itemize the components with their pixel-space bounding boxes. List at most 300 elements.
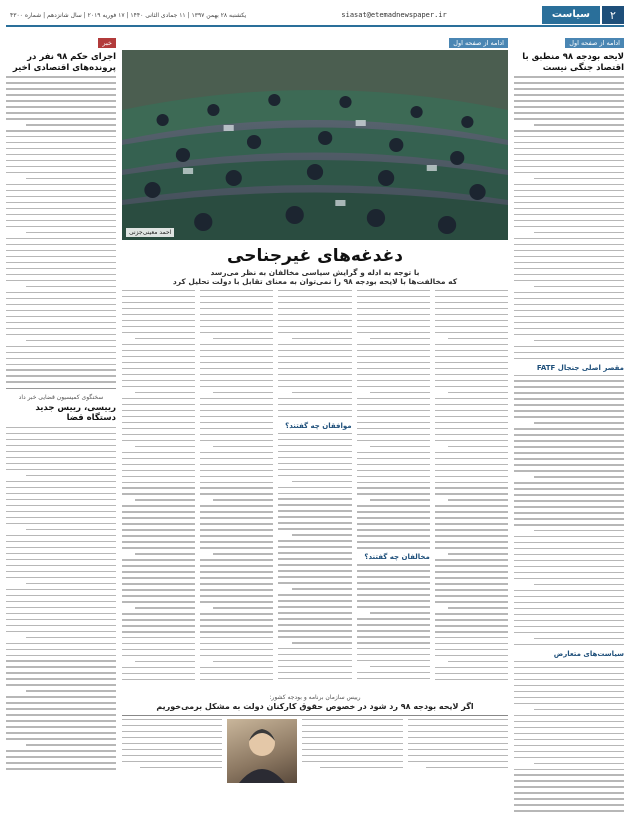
text-line <box>435 356 508 357</box>
text-line <box>6 696 116 697</box>
text-line <box>213 553 273 554</box>
text-line <box>6 208 116 209</box>
text-line <box>200 547 273 548</box>
text-line <box>514 506 624 507</box>
text-line <box>435 643 508 644</box>
text-line <box>302 761 402 762</box>
text-line <box>278 410 351 411</box>
text-line <box>514 440 624 441</box>
text-line <box>302 743 402 744</box>
text-line <box>534 124 624 125</box>
text-line <box>6 214 116 215</box>
bottom-text-c <box>122 719 222 783</box>
text-line <box>6 577 116 578</box>
text-line <box>6 535 116 536</box>
text-line <box>6 298 116 299</box>
text-line <box>357 458 430 459</box>
text-line <box>278 516 351 517</box>
text-line <box>435 332 508 333</box>
text-line <box>357 624 430 625</box>
text-line <box>122 673 195 674</box>
text-line <box>514 82 624 83</box>
text-line <box>435 416 508 417</box>
section-label: سیاست <box>542 6 600 24</box>
text-line <box>534 530 624 531</box>
text-line <box>122 643 195 644</box>
text-line <box>302 719 402 720</box>
text-line <box>448 392 508 393</box>
text-line <box>357 648 430 649</box>
text-line <box>6 571 116 572</box>
text-line <box>122 368 195 369</box>
text-line <box>122 332 195 333</box>
text-line <box>6 607 116 608</box>
text-line <box>26 340 116 341</box>
text-line <box>292 588 352 589</box>
text-line <box>435 362 508 363</box>
text-line <box>514 130 624 131</box>
text-line <box>122 577 195 578</box>
text-line <box>200 404 273 405</box>
text-line <box>122 589 195 590</box>
text-line <box>357 356 430 357</box>
text-line <box>514 106 624 107</box>
left-column <box>6 30 116 814</box>
text-line <box>514 88 624 89</box>
left-article-text <box>6 76 116 383</box>
text-line <box>514 560 624 561</box>
text-line <box>357 594 430 595</box>
text-line <box>514 703 624 704</box>
text-line <box>200 344 273 345</box>
text-line <box>514 721 624 722</box>
text-line <box>357 588 430 589</box>
text-line <box>278 498 351 499</box>
text-line <box>514 452 624 453</box>
text-line <box>408 737 508 738</box>
text-line <box>435 511 508 512</box>
text-line <box>514 590 624 591</box>
date-line: یکشنبه ۲۸ بهمن ۱۳۹۷ | ۱۱ جمادی الثانی ۱۴۴۰ | ۱۷ فوریه ۲۰۱۹ | سال شانزدهم | شماره ۴۳۰۰ <box>10 11 247 19</box>
text-line <box>514 644 624 645</box>
text-line <box>6 274 116 275</box>
text-line <box>6 154 116 155</box>
text-line <box>135 446 195 447</box>
text-line <box>6 684 116 685</box>
text-line <box>435 422 508 423</box>
text-line <box>435 386 508 387</box>
text-line <box>6 523 116 524</box>
left-headline-2[interactable]: رییسی، رییس جدید دستگاه قضا <box>35 402 116 424</box>
text-line <box>6 565 116 566</box>
main-headline[interactable]: دغدغه‌های غیرجناحی <box>227 246 403 266</box>
text-line <box>514 184 624 185</box>
text-line <box>357 529 430 530</box>
text-line <box>435 679 508 680</box>
text-line <box>278 463 351 464</box>
text-line <box>6 762 116 763</box>
text-line <box>435 523 508 524</box>
text-line <box>357 314 430 315</box>
text-line <box>6 643 116 644</box>
text-line <box>6 184 116 185</box>
text-line <box>6 625 116 626</box>
text-line <box>435 601 508 602</box>
text-line <box>514 518 624 519</box>
text-line <box>278 666 351 667</box>
text-line <box>514 118 624 119</box>
text-line <box>6 310 116 311</box>
text-line <box>357 618 430 619</box>
text-line <box>514 673 624 674</box>
text-line <box>200 505 273 506</box>
text-line <box>448 338 508 339</box>
text-line <box>6 702 116 703</box>
text-line <box>200 487 273 488</box>
right-article-text <box>514 76 624 359</box>
text-line <box>514 727 624 728</box>
text-line <box>122 731 222 732</box>
text-line <box>278 552 351 553</box>
text-line <box>200 583 273 584</box>
left-kicker-2: سخنگوی کمیسیون قضایی خبر داد <box>18 393 104 401</box>
text-line <box>278 522 351 523</box>
text-line <box>514 310 624 311</box>
text-line <box>200 422 273 423</box>
text-line <box>122 314 195 315</box>
right-headline[interactable]: لایحه بودجه ۹۸ منطبق با اقتصاد جنگی نیست <box>522 52 624 73</box>
text-line <box>292 481 352 482</box>
text-line <box>122 505 195 506</box>
text-line <box>122 470 195 471</box>
text-line <box>26 178 116 179</box>
text-line <box>357 464 430 465</box>
text-line <box>278 654 351 655</box>
text-line <box>534 286 624 287</box>
text-line <box>292 534 352 535</box>
text-line <box>122 326 195 327</box>
text-line <box>357 332 430 333</box>
text-line <box>6 595 116 596</box>
text-line <box>200 535 273 536</box>
text-line <box>370 446 430 447</box>
text-line <box>514 602 624 603</box>
text-line <box>514 328 624 329</box>
text-line <box>435 625 508 626</box>
text-line <box>278 314 351 315</box>
text-line <box>6 541 116 542</box>
text-line <box>435 410 508 411</box>
text-line <box>514 398 624 399</box>
text-line <box>435 440 508 441</box>
text-line <box>514 614 624 615</box>
text-line <box>278 362 351 363</box>
article-col-2 <box>357 290 430 694</box>
text-line <box>514 292 624 293</box>
text-line <box>514 774 624 775</box>
text-line <box>122 755 222 756</box>
text-line <box>6 220 116 221</box>
text-line <box>6 292 116 293</box>
text-line <box>122 529 195 530</box>
text-line <box>514 238 624 239</box>
article-col-5 <box>122 290 195 694</box>
text-line <box>213 499 273 500</box>
text-line <box>278 368 351 369</box>
text-line <box>278 636 351 637</box>
text-line <box>278 630 351 631</box>
text-line <box>435 374 508 375</box>
text-line <box>6 250 116 251</box>
text-line <box>6 666 116 667</box>
text-line <box>435 505 508 506</box>
text-line <box>6 726 116 727</box>
text-line <box>514 464 624 465</box>
text-line <box>6 451 116 452</box>
text-line <box>122 619 195 620</box>
text-line <box>122 637 195 638</box>
text-line <box>200 595 273 596</box>
text-line <box>200 529 273 530</box>
text-line <box>514 536 624 537</box>
text-line <box>514 512 624 513</box>
text-line <box>514 548 624 549</box>
text-line <box>6 202 116 203</box>
text-line <box>6 262 116 263</box>
text-line <box>514 679 624 680</box>
text-line <box>6 678 116 679</box>
text-line <box>6 756 116 757</box>
text-line <box>200 643 273 644</box>
text-line <box>6 619 116 620</box>
text-line <box>6 427 116 428</box>
text-line <box>514 136 624 137</box>
text-line <box>122 434 195 435</box>
text-line <box>6 505 116 506</box>
text-line <box>200 482 273 483</box>
website-link[interactable]: siasat@etemadnewspaper.ir <box>341 11 447 19</box>
text-line <box>514 154 624 155</box>
text-line <box>6 463 116 464</box>
text-line <box>278 457 351 458</box>
text-line <box>408 743 508 744</box>
text-line <box>302 737 402 738</box>
text-line <box>122 595 195 596</box>
text-line <box>435 476 508 477</box>
text-line <box>514 792 624 793</box>
text-line <box>435 619 508 620</box>
article-col-1 <box>435 290 508 694</box>
text-line <box>122 290 195 291</box>
text-line <box>6 130 116 131</box>
text-line <box>6 732 116 733</box>
text-line <box>278 290 351 291</box>
text-line <box>200 619 273 620</box>
text-line <box>357 535 430 536</box>
text-line <box>292 642 352 643</box>
main-article-columns <box>122 290 508 694</box>
text-line <box>514 166 624 167</box>
text-line <box>278 416 351 417</box>
text-line <box>357 290 430 291</box>
text-line <box>6 226 116 227</box>
text-line <box>278 576 351 577</box>
text-line <box>6 316 116 317</box>
text-line <box>278 510 351 511</box>
text-line <box>435 482 508 483</box>
text-line <box>534 584 624 585</box>
article-col-4 <box>200 290 273 694</box>
text-line <box>278 398 351 399</box>
bottom-text-a <box>408 719 508 783</box>
text-line <box>6 469 116 470</box>
text-line <box>435 470 508 471</box>
text-line <box>514 554 624 555</box>
text-line <box>122 416 195 417</box>
text-line <box>514 190 624 191</box>
text-line <box>200 601 273 602</box>
text-line <box>370 338 430 339</box>
text-line <box>26 529 116 530</box>
text-line <box>514 280 624 281</box>
text-line <box>122 344 195 345</box>
text-line <box>278 374 351 375</box>
text-line <box>6 517 116 518</box>
text-line <box>435 314 508 315</box>
text-line <box>514 667 624 668</box>
text-line <box>514 196 624 197</box>
text-line <box>514 733 624 734</box>
text-line <box>278 660 351 661</box>
text-line <box>122 547 195 548</box>
text-line <box>514 304 624 305</box>
text-line <box>6 381 116 382</box>
text-line <box>6 655 116 656</box>
text-line <box>514 375 624 376</box>
bottom-kicker: رییس سازمان برنامه و بودجه کشور: <box>269 694 361 701</box>
text-line <box>122 517 195 518</box>
text-line <box>357 422 430 423</box>
text-line <box>435 667 508 668</box>
photo-credit: احمد معینی‌جزنی <box>126 228 174 237</box>
text-line <box>357 517 430 518</box>
text-line <box>435 547 508 548</box>
text-line <box>292 392 352 393</box>
text-line <box>534 763 624 764</box>
text-line <box>357 642 430 643</box>
text-line <box>514 428 624 429</box>
text-line <box>448 553 508 554</box>
text-line <box>357 368 430 369</box>
left-headline[interactable]: اجرای حکم ۹۸ نفر در پرونده‌های اقتصادی اخیر <box>12 52 116 73</box>
text-line <box>122 476 195 477</box>
text-line <box>200 296 273 297</box>
text-line <box>122 523 195 524</box>
right-column <box>514 30 624 814</box>
text-line <box>408 725 508 726</box>
text-line <box>6 88 116 89</box>
text-line <box>122 452 195 453</box>
text-line <box>514 524 624 525</box>
text-line <box>514 500 624 501</box>
text-line <box>6 487 116 488</box>
continuation-tag: ادامه از صفحه اول <box>565 38 624 48</box>
text-line <box>357 308 430 309</box>
text-line <box>514 334 624 335</box>
text-line <box>6 439 116 440</box>
bottom-headline[interactable]: اگر لایحه بودجه ۹۸ رد شود در خصوص حقوق کارکنان دولت به مشکل برمی‌خوریم <box>156 702 474 711</box>
text-line <box>278 439 351 440</box>
text-line <box>357 482 430 483</box>
text-line <box>514 404 624 405</box>
text-line <box>435 637 508 638</box>
text-line <box>357 678 430 679</box>
text-line <box>122 761 222 762</box>
text-line <box>200 320 273 321</box>
text-line <box>357 296 430 297</box>
text-line <box>435 428 508 429</box>
text-line <box>200 655 273 656</box>
text-line <box>357 374 430 375</box>
text-line <box>426 767 508 768</box>
text-line <box>200 380 273 381</box>
text-line <box>6 304 116 305</box>
text-line <box>6 601 116 602</box>
text-line <box>6 613 116 614</box>
text-line <box>514 769 624 770</box>
text-line <box>200 673 273 674</box>
text-line <box>514 416 624 417</box>
text-line <box>302 749 402 750</box>
text-line <box>135 553 195 554</box>
right-subhead-2: سیاست‌های متعارض <box>553 649 624 658</box>
text-line <box>534 709 624 710</box>
text-line <box>200 511 273 512</box>
text-line <box>200 571 273 572</box>
text-line <box>514 757 624 758</box>
text-line <box>6 142 116 143</box>
text-line <box>6 714 116 715</box>
text-line <box>514 798 624 799</box>
text-line <box>26 232 116 233</box>
text-line <box>514 358 624 359</box>
text-line <box>278 320 351 321</box>
text-line <box>435 458 508 459</box>
text-line <box>278 380 351 381</box>
text-line <box>200 362 273 363</box>
text-line <box>122 749 222 750</box>
text-line <box>514 739 624 740</box>
divider <box>6 388 116 389</box>
text-line <box>6 559 116 560</box>
text-line <box>514 566 624 567</box>
text-line <box>514 804 624 805</box>
text-line <box>200 458 273 459</box>
text-line <box>278 386 351 387</box>
text-line <box>122 356 195 357</box>
text-line <box>122 679 195 680</box>
text-line <box>200 314 273 315</box>
text-line <box>278 445 351 446</box>
main-subtitle-2: که مخالفت‌ها با لایحه بودجه ۹۸ را نمی‌توان به معنای تقابل با دولت تحلیل کرد <box>172 277 458 286</box>
text-line <box>278 296 351 297</box>
text-line <box>435 380 508 381</box>
text-line <box>514 715 624 716</box>
text-line <box>370 612 430 613</box>
text-line <box>514 256 624 257</box>
text-line <box>200 332 273 333</box>
text-line <box>200 374 273 375</box>
